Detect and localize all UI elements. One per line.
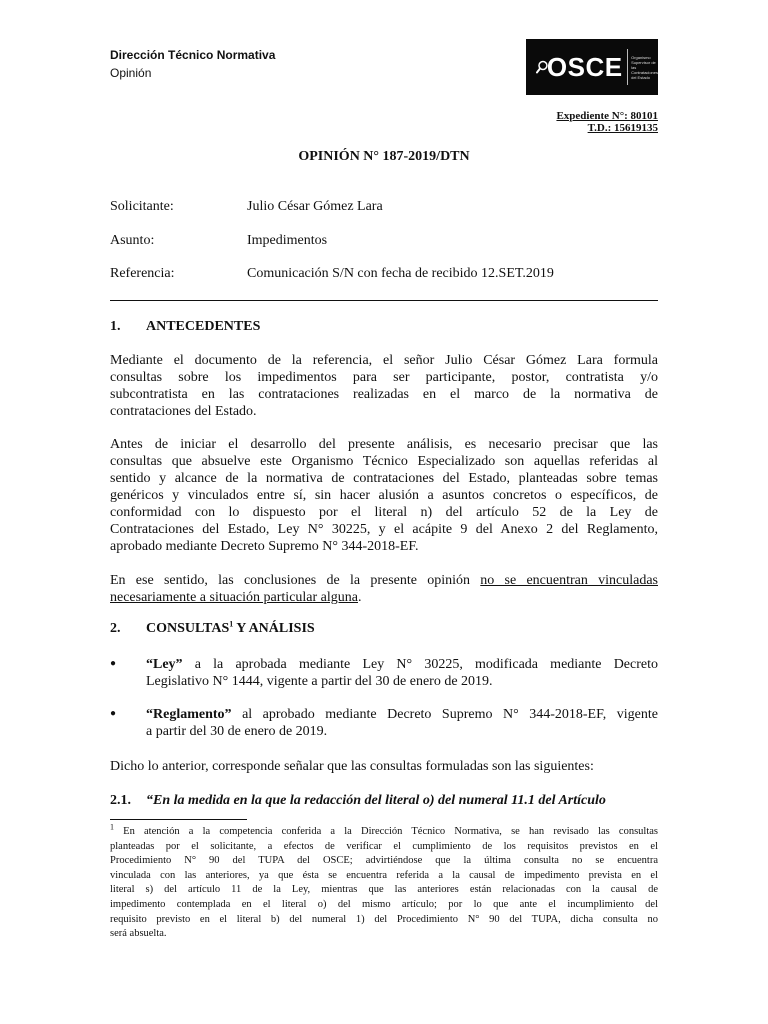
text-line: genéricos y vinculados entre sí, sin hacer alusión a asuntos concretos o específicos, de xyxy=(110,488,658,503)
text-line xyxy=(110,572,658,589)
bullet-icon: ● xyxy=(110,708,117,719)
text-line: consultas sobre los impedimentos para ser participante, postor, contratista y/o xyxy=(110,370,658,385)
section-number: 1. xyxy=(110,319,121,334)
underlined-text: no se encuentran vinculadas xyxy=(480,573,658,588)
text-line: Contrataciones del Estado, Ley N° 30225, y el acápite 9 del Anexo 2 del Reglamento, xyxy=(110,522,658,537)
logo-divider xyxy=(627,49,628,85)
text-line: subcontratista en las contrataciones realizadas en el marco de la normativa de xyxy=(110,387,658,402)
text-line xyxy=(110,589,658,606)
subsection-text: “En la medida en la que la redacción del literal o) del numeral 11.1 del Artículo xyxy=(146,793,606,808)
text-line: Legislativo N° 1444, vigente a partir del 30 de enero de 2019. xyxy=(146,674,493,689)
section-title xyxy=(146,621,315,637)
expediente-number: Expediente N°: 80101 xyxy=(556,110,658,122)
field-value: Julio César Gómez Lara xyxy=(247,199,383,214)
paragraph-antecedentes-1 xyxy=(110,352,658,420)
text-line: sentido y alcance de la normativa de contrataciones del Estado, planteadas sobre temas xyxy=(110,471,658,486)
field-value: Impedimentos xyxy=(247,233,328,248)
text-run: al aprobado mediante Decreto Supremo N° 344-2018-EF, vigente xyxy=(231,707,658,722)
header-divider xyxy=(110,300,658,301)
paragraph-antecedentes-3 xyxy=(110,572,658,606)
text-line xyxy=(146,656,658,673)
defined-term: “Reglamento” xyxy=(146,707,232,722)
text-line: planteadas por el solicitante, a efectos de verificar el cumplimiento de los requisitos previstos en el xyxy=(110,840,658,852)
document-type: Opinión xyxy=(110,66,152,80)
field-label: Referencia: xyxy=(110,266,175,281)
text-line: Procedimiento N° 90 del TUPA del OSCE; advirtiéndose que la última consulta no se encuentra xyxy=(110,855,658,867)
text-line: será absuelta. xyxy=(110,928,167,940)
text-line: contrataciones del Estado. xyxy=(110,404,257,419)
text-run: a la aprobada mediante Ley N° 30225, modificada mediante Decreto xyxy=(182,657,658,672)
osce-logo xyxy=(526,39,658,95)
bullet-text xyxy=(146,656,658,690)
logo-caption-line: del Estado xyxy=(631,74,650,80)
td-number: T.D.: 15619135 xyxy=(587,122,658,134)
text-line: impedimento contemplada en el literal o) del mismo artículo; por lo que ante el incumplimiento del xyxy=(110,898,658,910)
text-run: En atención a la competencia conferida a la Dirección Técnico Normativa, se han revisado las consultas xyxy=(114,826,658,837)
logo-caption-line: Contrataciones xyxy=(631,69,658,75)
section-title-text: CONSULTAS xyxy=(146,621,230,636)
text-line: literal s) del artículo 11 de la Ley, mientras que las anteriores están relacionadas con la causal de xyxy=(110,884,658,896)
section-title: ANTECEDENTES xyxy=(146,319,261,334)
text-run: En ese sentido, las conclusiones de la presente opinión xyxy=(110,573,481,588)
subsection-number: 2.1. xyxy=(110,793,131,808)
field-label: Solicitante: xyxy=(110,199,174,214)
department-heading: Dirección Técnico Normativa xyxy=(110,48,276,62)
section-title-text: Y ANÁLISIS xyxy=(233,621,315,636)
text-line xyxy=(146,706,658,723)
text-line: Mediante el documento de la referencia, el señor Julio César Gómez Lara formula xyxy=(110,353,658,368)
bullet-text xyxy=(146,706,658,740)
logo-wordmark: OSCE xyxy=(546,51,623,82)
footnote-ref[interactable]: 1 xyxy=(229,619,234,629)
footnote-marker: 1 xyxy=(110,822,114,832)
section-number: 2. xyxy=(110,621,121,636)
footnote-divider xyxy=(110,819,247,820)
text-line: aprobado mediante Decreto Supremo N° 344-2018-EF. xyxy=(110,539,419,554)
paragraph-antecedentes-2 xyxy=(110,436,658,555)
field-value: Comunicación S/N con fecha de recibido 12.SET.2019 xyxy=(247,266,554,281)
logo-caption xyxy=(631,55,658,80)
logo-caption-line: Supervisor de las xyxy=(631,59,656,70)
text-line: Dicho lo anterior, corresponde señalar que las consultas formuladas son las siguientes: xyxy=(110,759,594,774)
text-run: . xyxy=(358,590,362,605)
text-line: Antes de iniciar el desarrollo del presente análisis, es necesario precisar que las xyxy=(110,437,658,452)
text-line: conformidad con lo dispuesto por el literal n) del artículo 52 de la Ley de xyxy=(110,505,658,520)
field-label: Asunto: xyxy=(110,233,155,248)
logo-caption-line: Organismo xyxy=(631,54,651,60)
defined-term: “Ley” xyxy=(146,657,183,672)
text-line: a partir del 30 de enero de 2019. xyxy=(146,724,328,739)
text-line: consultas que absuelve este Organismo Técnico Especializado son aquellas referidas al xyxy=(110,454,658,469)
opinion-title: OPINIÓN N° 187-2019/DTN xyxy=(298,149,470,164)
text-line: requisito previsto en el literal b) del numeral 1) del Procedimiento N° 90 del TUPA, dicha consulta no xyxy=(110,913,658,925)
bullet-icon: ● xyxy=(110,658,117,669)
underlined-text: necesariamente a situación particular alguna xyxy=(110,590,358,605)
footnote xyxy=(110,822,658,942)
text-line xyxy=(110,822,658,840)
paragraph-dicho xyxy=(110,758,658,775)
text-line: vinculada con las anteriores, ya que ésta se encuentra referida a la causal de impedimento prevista en el xyxy=(110,869,658,881)
